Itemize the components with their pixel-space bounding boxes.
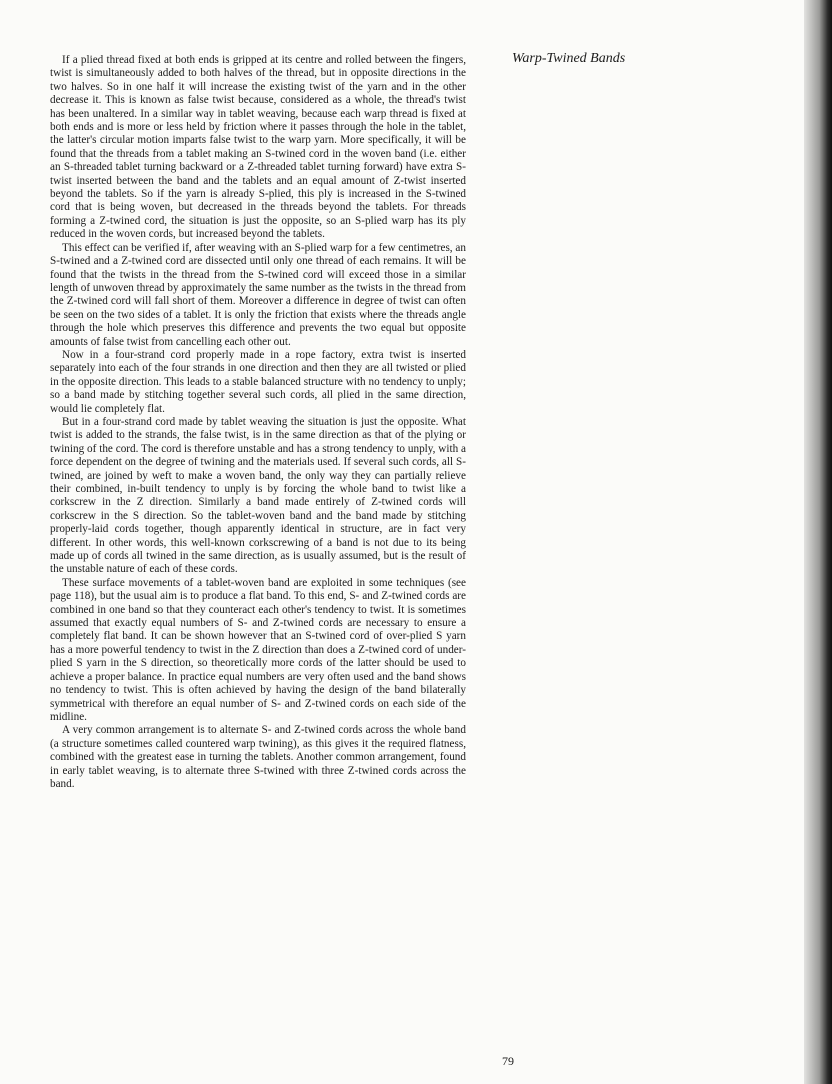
paragraph: This effect can be verified if, after weaving with an S-plied warp for a few centimetres, an S-twined and a Z-twined cord are dissected until only one thread of each remains. It will be found that the twists in the thread from the S-twined cord will exceed those in a similar length of unwoven thread by approximately the same number as the twists in the thread from the Z-twined cord will fall short of them. Moreover a difference in degree of twist can often be seen on the two sides of a tablet. It is only the friction that exists where the threads angle through the hole which preserves this difference and prevents the two equal but opposite amounts of false twist from cancelling each other out.	[50, 241, 467, 348]
paragraph: These surface movements of a tablet-woven band are exploited in some techniques (see page 118), but the usual aim is to produce a flat band. To this end, S- and Z-twined cords are combined in one band so that they counteract each other's tendency to twist. It is sometimes assumed that exactly equal numbers of S- and Z-twined cords are necessary to ensure a completely flat band. It can be shown however that an S-twined cord of over-plied S yarn has a more powerful tendency to twist in the Z direction than does a Z-twined cord of under-plied S yarn in the S direction, so theoretically more cords of the latter should be used to achieve a proper balance. In practice equal numbers are very often used and the band shows no tendency to twist. This is often achieved by having the design of the band bilaterally symmetrical with therefore an equal number of S- and Z-twined cords on each side of the midline.	[50, 576, 466, 723]
paragraph: But in a four-strand cord made by tablet weaving the situation is just the opposite. What twist is added to the strands, the false twist, is in the same direction as that of the plying or twining of the cord. The cord is therefore unstable and has a strong tendency to unply, with a force dependent on the degree of twining and the materials used. If several such cords, all S-twined, are joined by weft to make a woven band, the only way they can partially relieve their combined, in-built tendency to unply is by forcing the whole band to twist like a corkscrew in the Z direction. Similarly a band made entirely of Z-twined cords will corkscrew in the S direction. So the tablet-woven band and the band made by stitching properly-laid cords together, though apparently identical in structure, are in fact very different. In other words, this well-known corkscrewing of a band is not due to its being made up of cords all twined in the same direction, as is usually assumed, but is the result of the unstable nature of each of these cords.	[50, 415, 466, 576]
page-edge-shadow	[804, 0, 832, 1084]
page-number: 79	[502, 1054, 514, 1068]
paragraph: A very common arrangement is to alternate S- and Z-twined cords across the whole band (a structure sometimes called countered warp twining), as this gives it the required flatness, combined with the greatest ease in turning the tablets. Another common arrangement, found in early tablet weaving, is to alternate three S-twined with three Z-twined cords across the band.	[50, 724, 466, 790]
paragraph: If a plied thread fixed at both ends is gripped at its centre and rolled between the fingers, twist is simultaneously added to both halves of the thread, but in opposite directions in the two halves. So in one half it will increase the existing twist of the yarn and in the other decrease it. This is known as false twist because, considered as a whole, the thread's twist has been unaltered. In a similar way in tablet weaving, because each warp thread is fixed at both ends and is more or less held by friction where it passes through the hole in the tablet, the latter's circular motion imparts false twist to the warp yarn. More specifically, it will be found that the threads from a tablet making an S-twined cord in the woven band (i.e. either an S-threaded tablet turning backward or a Z-threaded tablet turning forward) have extra S-twist inserted between the band and the tablets and an equal amount of Z-twist inserted beyond the tablets. So if the yarn is already S-plied, this ply is increased in the S-twined cord that is being woven, but decreased in the threads beyond the tablets. For threads forming a Z-twined cord, the situation is just the opposite, so an S-plied warp has its ply reduced in the woven cords, but increased beyond the tablets.	[50, 54, 466, 241]
body-text	[50, 54, 466, 791]
paragraph: Now in a four-strand cord properly made in a rope factory, extra twist is inserted separately into each of the four strands in one direction and then they are all twisted or plied in the opposite direction. This leads to a stable balanced structure with no tendency to unply; so a band made by stitching together several such cords, all plied in the same direction, would lie completely flat.	[50, 348, 466, 415]
running-head: Warp-Twined Bands	[512, 51, 626, 66]
